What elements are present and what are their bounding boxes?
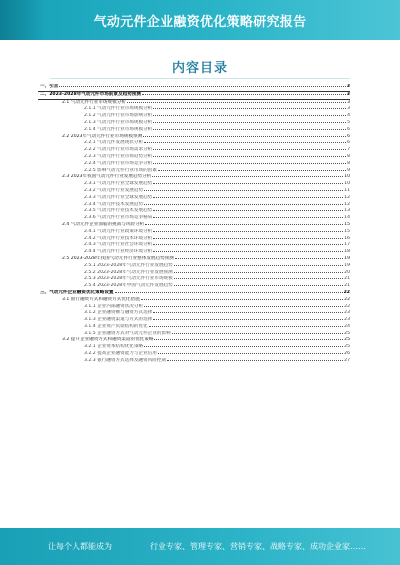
- toc-entry-page: 24: [344, 323, 350, 329]
- header-band: [0, 0, 400, 40]
- toc-entry[interactable]: [38, 174, 350, 181]
- toc-entry-page: 11: [344, 187, 350, 193]
- toc-entry-title: 2.3.6 气动元件行业市场竞争格局: [84, 215, 153, 221]
- toc-dot-leader: [145, 224, 343, 225]
- toc-entry[interactable]: [38, 106, 350, 113]
- toc-dot-leader: [152, 176, 343, 177]
- toc-entry-page: 10: [344, 174, 350, 180]
- toc-entry[interactable]: [38, 202, 350, 209]
- toc-entry-page: 25: [344, 330, 350, 336]
- toc-dot-leader: [59, 86, 345, 87]
- toc-entry-title: 2.2.1 气动元件发展现状分析: [84, 140, 144, 146]
- toc-entry[interactable]: [38, 351, 350, 358]
- toc-entry-page: 20: [344, 269, 350, 275]
- toc-entry-page: 21: [344, 283, 350, 289]
- toc-entry-page: 19: [344, 262, 350, 268]
- toc-dot-leader: [115, 292, 343, 293]
- toc-dot-leader: [174, 265, 343, 266]
- toc-entry-page: 17: [344, 242, 350, 248]
- toc-entry[interactable]: [38, 290, 350, 297]
- report-title: 气动元件企业融资优化策略研究报告: [93, 15, 307, 30]
- toc-entry-title: 2.4.4 气动元件行业经济环境分析: [84, 249, 153, 255]
- toc-dot-leader: [142, 94, 346, 95]
- toc-entry[interactable]: [38, 344, 350, 351]
- toc-heading: 内容目录: [171, 61, 228, 76]
- toc-entry-title: 3.2 提升企业融资方式和融资渠道的优化策略: [62, 337, 154, 343]
- toc-dot-leader: [127, 102, 346, 103]
- toc-entry-page: 23: [344, 310, 350, 316]
- toc-entry[interactable]: [38, 317, 350, 324]
- toc-dot-leader: [144, 142, 346, 143]
- toc-entry-title: 2.2 2023年气动元件行业市场规模预测: [62, 133, 143, 139]
- toc-dot-leader: [153, 319, 343, 320]
- toc-entry-page: 22: [343, 289, 350, 295]
- toc-entry-page: 22: [344, 303, 350, 309]
- toc-entry[interactable]: [38, 304, 350, 311]
- toc-entry-page: 25: [344, 344, 350, 350]
- toc-dot-leader: [167, 360, 343, 361]
- toc-dot-leader: [158, 170, 346, 171]
- toc-dot-leader: [174, 285, 343, 286]
- footer-slogan: 让每个人都能成为: [48, 542, 112, 551]
- toc-entry-title: 2.4.3 气动元件行业社会环境分析: [84, 242, 153, 248]
- toc-entry-title: 3.1.5 企业融资方式对气动元件企业的影响: [84, 330, 171, 336]
- toc-entry-page: 3: [346, 91, 350, 97]
- toc-entry[interactable]: [38, 276, 350, 283]
- toc-entry[interactable]: [38, 84, 350, 91]
- toc-entry-title: 2.5.1 2023-2028年气动元件行业发展趋势: [84, 262, 173, 268]
- toc-entry-page: 8: [347, 153, 350, 159]
- toc-entry-page: 6: [347, 133, 350, 139]
- toc-entry[interactable]: [38, 127, 350, 134]
- toc-entry-title: 2.3.2 气动元件行业发展趋势: [84, 187, 144, 193]
- toc-entry[interactable]: [38, 188, 350, 195]
- toc-dot-leader: [158, 353, 343, 354]
- toc-entry-title: 3.1.1 企业内部融资状况分析: [84, 303, 144, 309]
- toc-dot-leader: [175, 258, 343, 259]
- toc-dot-leader: [153, 156, 346, 157]
- toc-dot-leader: [153, 115, 346, 116]
- toc-entry[interactable]: [38, 181, 350, 188]
- toc-entry-page: 3: [347, 106, 350, 112]
- toc-entry[interactable]: [38, 147, 350, 154]
- toc-entry[interactable]: [38, 208, 350, 215]
- toc-entry-title: 2.3.5 气动元件行业技术发展趋势: [84, 208, 153, 214]
- toc-entry[interactable]: [38, 120, 350, 127]
- toc-dot-leader: [172, 333, 343, 334]
- toc-entry[interactable]: [38, 215, 350, 222]
- toc-entry-page: 6: [347, 126, 350, 132]
- toc-dot-leader: [153, 108, 346, 109]
- toc-entry-title: 2.4.1 气动元件行业政策环境分析: [84, 228, 153, 234]
- toc-entry-page: 26: [344, 351, 350, 357]
- toc-entry[interactable]: [38, 242, 350, 249]
- toc-entry[interactable]: [38, 249, 350, 256]
- toc-entry-title: 一、引言: [40, 84, 59, 89]
- toc-dot-leader: [153, 238, 343, 239]
- toc-entry-title: 3.1 银行融资方式和融资方式优化措施: [62, 296, 140, 302]
- toc-dot-leader: [153, 163, 346, 164]
- toc-dot-leader: [154, 339, 343, 340]
- toc-entry-page: 15: [344, 221, 350, 227]
- toc-entry-title: 3.1.2 企业融资额与融资方式选择: [84, 310, 153, 316]
- toc-dot-leader: [153, 197, 343, 198]
- toc-dot-leader: [153, 183, 343, 184]
- toc-entry[interactable]: [38, 134, 350, 141]
- toc-entry[interactable]: [38, 337, 350, 344]
- toc-dot-leader: [153, 217, 343, 218]
- toc-entry[interactable]: [38, 270, 350, 277]
- toc-entry-title: 2.2.5 影响气动元件行业市场的因素: [84, 167, 157, 173]
- toc-dot-leader: [174, 272, 343, 273]
- toc-divider: [50, 78, 350, 79]
- toc-dot-leader: [153, 149, 346, 150]
- toc-entry[interactable]: [38, 229, 350, 236]
- toc-entry[interactable]: [38, 168, 350, 175]
- toc-dot-leader: [153, 244, 343, 245]
- toc-entry-page: 6: [347, 140, 350, 146]
- toc-entry-title: 2.1.1 气动元件行业市场规模分析: [84, 106, 153, 112]
- toc-dot-leader: [149, 326, 343, 327]
- toc-entry-title: 3.2.1 企业资本结构优化策略: [84, 344, 144, 350]
- toc-entry-title: 2.5.4 2023-2028年中国气动元件发展趋势: [84, 283, 173, 289]
- toc-dot-leader: [153, 251, 343, 252]
- toc-entry-page: 18: [344, 249, 350, 255]
- toc-dot-leader: [153, 122, 346, 123]
- toc-dot-leader: [141, 299, 343, 300]
- toc-entry-page: 25: [344, 337, 350, 343]
- toc-entry-title: 3.1.4 企业资产负债结构的优化: [84, 323, 148, 329]
- toc-entry-page: 15: [344, 228, 350, 234]
- toc-entry-title: 2.2.3 气动元件行业市场趋势分析: [84, 153, 153, 159]
- toc-entry-title: 3.2.2 提高企业融资能力与企业信用: [84, 351, 157, 357]
- toc-entry-title: 2.5.3 2023-2028年气动元件行业市场规模: [84, 276, 173, 282]
- toc-entry-title: 2.4.2 气动元件行业技术环境分析: [84, 235, 153, 241]
- toc-entry-page: 12: [344, 201, 350, 207]
- toc-dot-leader: [153, 231, 343, 232]
- toc-entry-page: 14: [344, 215, 350, 221]
- toc-entry-page: 23: [344, 317, 350, 323]
- toc-entry[interactable]: [38, 113, 350, 120]
- toc-entry-title: 2.3.4 气动元件技术发展趋势: [84, 201, 144, 207]
- toc-entry-page: 27: [344, 357, 350, 363]
- table-of-contents: [38, 84, 350, 365]
- toc-entry[interactable]: [38, 154, 350, 161]
- toc-entry-title: 2.3.1 气动元件行业全球发展趋势: [84, 181, 153, 187]
- toc-entry-title: 2.3 2023年我国气动元件行业发展趋势分析: [62, 174, 152, 180]
- toc-entry-page: 7: [347, 147, 350, 153]
- toc-entry-page: 19: [344, 255, 350, 261]
- toc-entry[interactable]: [38, 283, 350, 290]
- toc-entry-page: 5: [347, 119, 350, 125]
- toc-entry-title: 2.5 2023-2028年我国气动元件行业整体发展趋势预测: [62, 255, 174, 261]
- toc-entry[interactable]: [38, 358, 350, 365]
- toc-entry-title: 2.1 气动元件行业市场规模分析: [62, 99, 126, 105]
- toc-entry[interactable]: [38, 297, 350, 304]
- toc-dot-leader: [153, 129, 346, 130]
- toc-entry-page: 8: [347, 160, 350, 166]
- toc-entry-title: 2.2.4 气动元件行业市场竞争分析: [84, 160, 153, 166]
- toc-entry[interactable]: [38, 324, 350, 331]
- toc-entry-title: 3.2.3 银行融资方式选择及融资风险控制: [84, 357, 167, 363]
- toc-dot-leader: [174, 278, 343, 279]
- toc-entry-page: 3: [346, 84, 350, 89]
- toc-dot-leader: [144, 190, 343, 191]
- toc-entry-page: 12: [344, 194, 350, 200]
- toc-entry-title: 2.5.2 2023-2028年气动元件行业发展预测: [84, 269, 173, 275]
- toc-dot-leader: [143, 136, 346, 137]
- toc-entry-page: 13: [344, 208, 350, 214]
- toc-entry[interactable]: [38, 256, 350, 263]
- toc-dot-leader: [153, 312, 343, 313]
- toc-entry-page: 10: [344, 181, 350, 187]
- toc-dot-leader: [144, 306, 343, 307]
- toc-entry[interactable]: [38, 161, 350, 168]
- toc-entry[interactable]: [38, 263, 350, 270]
- toc-entry-title: 三、气动元件企业融资优化策略设置: [40, 289, 114, 295]
- toc-entry-page: 4: [347, 113, 350, 119]
- toc-entry-page: 16: [344, 235, 350, 241]
- toc-entry-page: 3: [347, 99, 350, 105]
- toc-entry-title: 二、2023-2028年气动元件市场前景及趋势预测: [40, 91, 141, 97]
- toc-entry-page: 21: [344, 276, 350, 282]
- toc-entry-title: 2.2.2 气动元件行业市场需求分析: [84, 147, 153, 153]
- toc-entry[interactable]: [38, 236, 350, 243]
- toc-entry[interactable]: [38, 140, 350, 147]
- toc-entry-page: 9: [347, 167, 350, 173]
- toc-entry-title: 2.1.3 气动元件行业市场规模分析: [84, 119, 153, 125]
- footer-band: [0, 528, 400, 565]
- toc-entry[interactable]: [38, 331, 350, 338]
- toc-entry[interactable]: [38, 91, 350, 100]
- toc-entry-title: 2.4 气动元件企业面临的挑战与风险分析: [62, 221, 145, 227]
- toc-dot-leader: [144, 204, 343, 205]
- toc-entry[interactable]: [38, 195, 350, 202]
- toc-entry-title: 2.1.4 气动元件行业市场规模分析: [84, 126, 153, 132]
- toc-entry[interactable]: [38, 100, 350, 107]
- toc-entry-page: 22: [344, 296, 350, 302]
- toc-entry[interactable]: [38, 222, 350, 229]
- toc-entry-title: 2.3.3 气动元件行业全球发展趋势: [84, 194, 153, 200]
- footer-roles: 行业专家、管理专家、营销专家、战略专家、成功企业家……: [150, 542, 366, 551]
- toc-dot-leader: [153, 210, 343, 211]
- toc-entry-title: 2.1.2 气动元件行业市场影响分析: [84, 113, 153, 119]
- toc-entry-title: 3.1.3 企业融资渠道与方式的选择: [84, 317, 153, 323]
- toc-entry[interactable]: [38, 310, 350, 317]
- toc-dot-leader: [144, 346, 343, 347]
